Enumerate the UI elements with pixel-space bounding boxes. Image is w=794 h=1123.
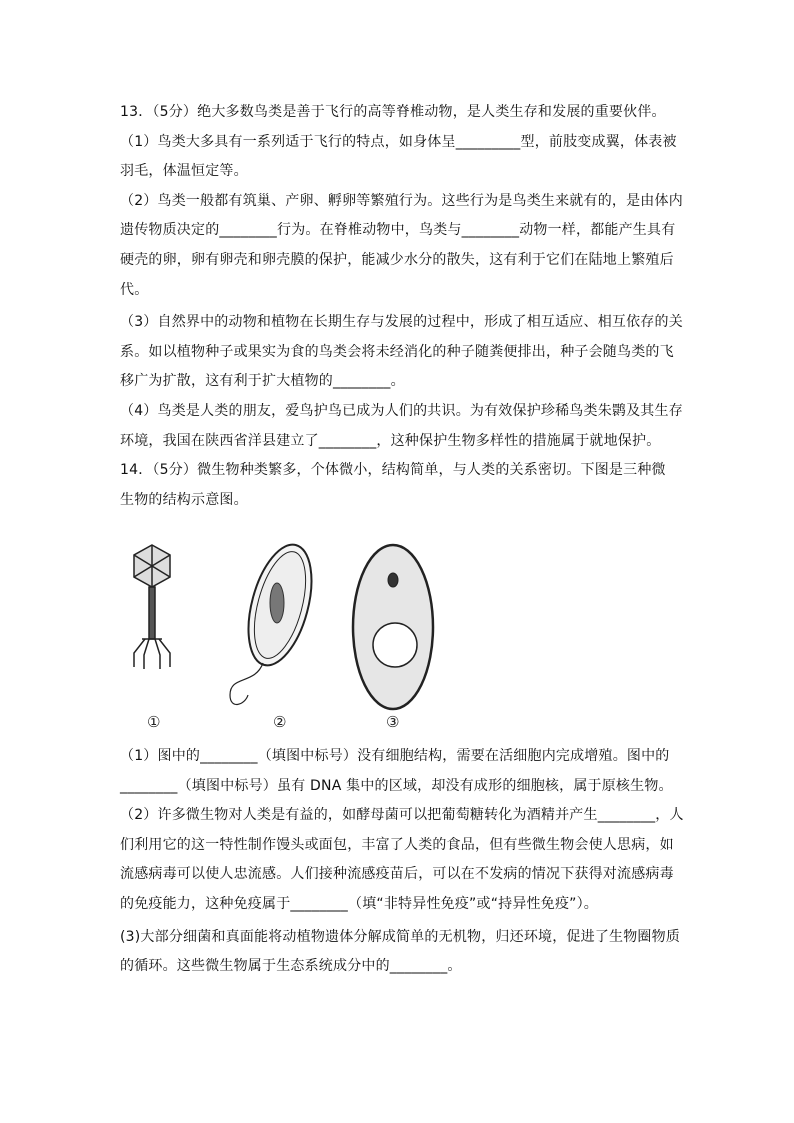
question-13-block — [120, 98, 683, 515]
question-13-part2-cont: 硬壳的卵，卵有卵壳和卵壳膜的保护，能减少水分的散失，这有利于它们在陆地上繁殖后 — [120, 251, 674, 268]
question-13-part4: （4）鸟类是人类的朋友，爱鸟护鸟已成为人们的共识。为有效保护珍稀鸟类朱鹮及其生存 — [120, 402, 683, 419]
question-14-part1-cont: ________（填图中标号）虽有 DNA 集中的区域，却没有成形的细胞核，属于原核生物。 — [120, 777, 673, 794]
figure-label-2: ② — [273, 713, 287, 731]
question-13-part3-cont: 移广为扩散，这有利于扩大植物的________。 — [120, 373, 405, 390]
question-13-part3-cont: 系。如以植物种子或果实为食的鸟类会将未经消化的种子随粪便排出，种子会随鸟类的飞 — [120, 343, 674, 360]
question-14-part2-cont: 的免疫能力，这种免疫属于________（填“非特异性免疫”或“持异性免疫”）。 — [120, 895, 599, 912]
question-13-part2-cont: 代。 — [120, 281, 149, 298]
microorganism-figure — [120, 535, 450, 740]
question-13-part1-cont: 羽毛，体温恒定等。 — [120, 163, 248, 180]
question-14-part2: （2）许多微生物对人类是有益的，如酵母菌可以把葡萄糖转化为酒精并产生________，人 — [120, 807, 684, 824]
question-14-part2-cont: 们利用它的这一特性制作馒头或面包，丰富了人类的食品，但有些微生物会使人思病，如 — [120, 836, 674, 853]
question-14-stem-cont: 生物的结构示意图。 — [120, 491, 248, 508]
virus-diagram — [134, 545, 170, 669]
question-13-part2: （2）鸟类一般都有筑巢、产卵、孵卵等繁殖行为。这些行为是鸟类生来就有的，是由体内 — [120, 192, 683, 209]
figure-label-1: ① — [147, 713, 161, 731]
question-14-part2-cont: 流感病毒可以使人忠流感。人们接种流感疫苗后，可以在不发病的情况下获得对流感病毒 — [120, 866, 674, 883]
yeast-diagram — [353, 545, 433, 709]
figure-label-3: ③ — [386, 713, 400, 731]
question-13-part3: （3）自然界中的动物和植物在长期生存与发展的过程中，形成了相互适应、相互依存的关 — [120, 314, 683, 331]
question-14-part1: （1）图中的________（填图中标号）没有细胞结构，需要在活细胞内完成增殖。图中的 — [120, 748, 670, 764]
question-13-part2-cont: 遗传物质决定的________行为。在脊椎动物中，鸟类与________动物一样，都能产生具有 — [120, 222, 676, 239]
question-14-part3-cont: 的循环。这些微生物属于生态系统成分中的________。 — [120, 958, 462, 975]
question-14-block — [120, 742, 684, 982]
question-13-part4-cont: 环境，我国在陕西省洋县建立了________，这种保护生物多样性的措施属于就地保护。 — [120, 432, 661, 449]
question-14-stem: 14．（5分）微生物种类繁多，个体微小，结构简单，与人类的关系密切。下图是三种微 — [120, 462, 666, 479]
question-13-stem: 13．（5分）绝大多数鸟类是善于飞行的高等脊椎动物，是人类生存和发展的重要伙伴。 — [120, 104, 666, 120]
question-13-part1: （1）鸟类大多具有一系列适于飞行的特点，如身体呈_________型，前肢变成翼，体表被 — [120, 133, 677, 150]
question-14-part3: (3)大部分细菌和真面能将动植物遗体分解成简单的无机物，归还环境，促进了生物圈物质 — [120, 928, 681, 945]
bacterium-diagram — [230, 538, 323, 705]
